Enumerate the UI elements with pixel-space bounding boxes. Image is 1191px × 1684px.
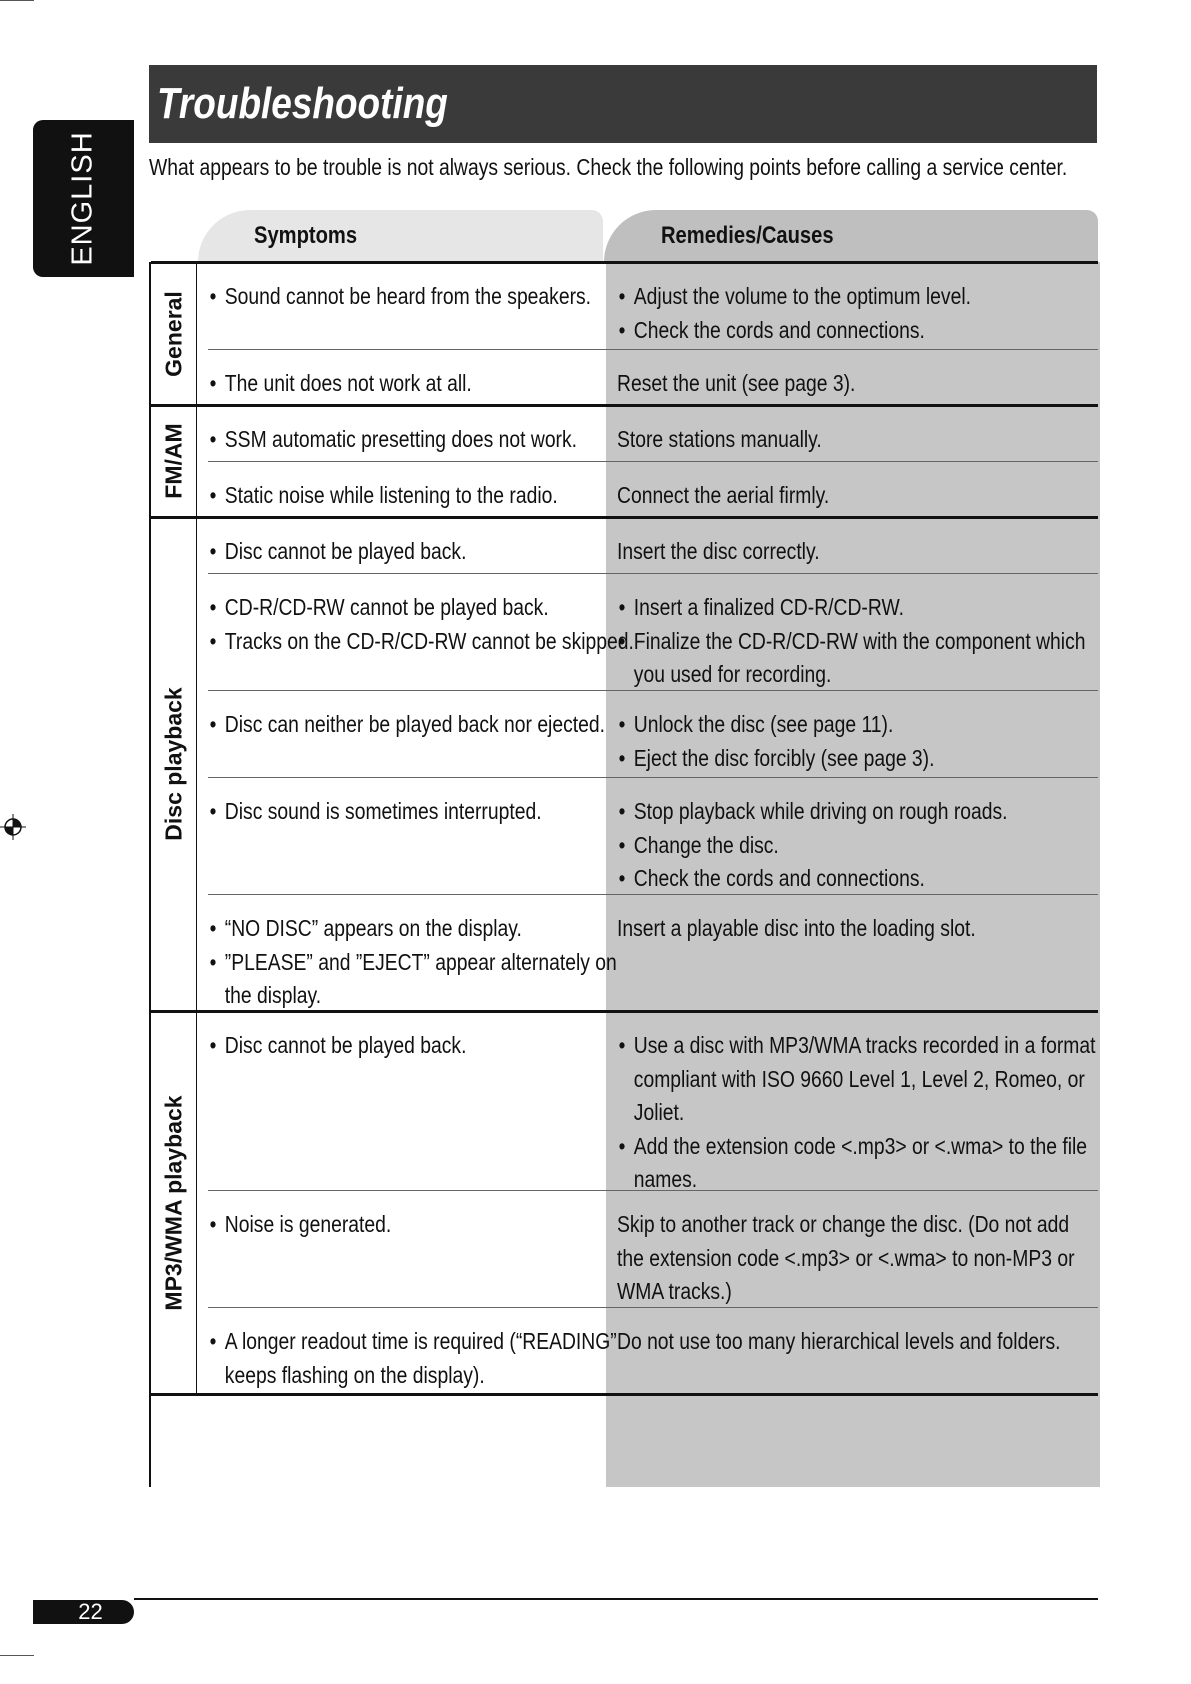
row-divider xyxy=(208,1307,1098,1308)
table-row xyxy=(208,1011,1098,1190)
group-label xyxy=(151,1011,197,1394)
remedy-text: Store stations manually. xyxy=(617,426,822,452)
symptom-list xyxy=(208,423,648,457)
row-divider xyxy=(208,1190,1098,1191)
table-row xyxy=(208,461,1098,517)
table-row xyxy=(208,1190,1098,1307)
symptom-cell xyxy=(208,423,648,457)
symptom-cell xyxy=(208,479,648,513)
symptom-item: • Disc cannot be played back. xyxy=(208,535,648,569)
remedy-list xyxy=(617,708,1098,775)
remedy-cell xyxy=(617,795,1098,896)
symptom-item: • The unit does not work at all. xyxy=(208,367,648,401)
remedy-item: • Stop playback while driving on rough roads. xyxy=(617,795,1098,829)
row-divider xyxy=(208,349,1098,350)
remedy-list xyxy=(617,591,1098,692)
symptom-list xyxy=(208,280,648,314)
symptoms-header xyxy=(198,210,603,262)
symptom-list xyxy=(208,535,648,569)
symptom-cell xyxy=(208,535,648,569)
table-row xyxy=(208,690,1098,777)
row-divider xyxy=(208,461,1098,462)
remedy-item: • Check the cords and connections. xyxy=(617,314,1098,348)
page-title: Troubleshooting xyxy=(157,79,448,128)
symptom-item: • CD-R/CD-RW cannot be played back. xyxy=(208,591,648,625)
symptom-item: • ”PLEASE” and ”EJECT” appear alternately on the display. xyxy=(208,946,648,1013)
symptom-item: • SSM automatic presetting does not work. xyxy=(208,423,648,457)
footer-rule xyxy=(134,1598,1098,1600)
remedy-list xyxy=(617,280,1098,347)
row-divider xyxy=(208,777,1098,778)
title-bar xyxy=(149,65,1097,143)
remedy-item: • Use a disc with MP3/WMA tracks recorded in a format compliant with ISO 9660 Level 1, Level 2, Romeo, or Joliet. xyxy=(617,1029,1098,1130)
symptom-cell xyxy=(208,912,648,1013)
table-row xyxy=(208,894,1098,1011)
symptom-list xyxy=(208,1208,648,1242)
symptom-cell xyxy=(208,795,648,829)
remedies-header-label: Remedies/Causes xyxy=(661,222,834,249)
remedy-item: • Change the disc. xyxy=(617,829,1098,863)
troubleshooting-table xyxy=(149,262,1098,1487)
group-general xyxy=(151,262,1098,405)
symptom-item: • A longer readout time is required (“READING” keeps flashing on the display). xyxy=(208,1325,648,1392)
symptom-item: • Disc can neither be played back nor ejected. xyxy=(208,708,648,742)
symptom-item: • “NO DISC” appears on the display. xyxy=(208,912,648,946)
symptom-cell xyxy=(208,367,648,401)
group-label xyxy=(151,262,197,405)
remedy-text: Reset the unit (see page 3). xyxy=(617,370,856,396)
remedy-text: Skip to another track or change the disc. (Do not add the extension code <.mp3> or <.wma> to non-MP3 or WMA tracks.) xyxy=(617,1211,1075,1304)
remedy-cell xyxy=(617,479,1098,513)
remedy-text: Connect the aerial firmly. xyxy=(617,482,830,508)
table-row xyxy=(208,262,1098,349)
group-label-text: General xyxy=(160,290,186,377)
symptom-item: • Sound cannot be heard from the speakers. xyxy=(208,280,648,314)
row-divider xyxy=(208,894,1098,895)
remedy-cell xyxy=(617,423,1098,457)
remedy-text: Insert the disc correctly. xyxy=(617,538,820,564)
remedy-item: • Eject the disc forcibly (see page 3). xyxy=(617,742,1098,776)
symptom-cell xyxy=(208,708,648,742)
symptom-list xyxy=(208,708,648,742)
table-row xyxy=(208,349,1098,405)
row-divider xyxy=(208,573,1098,574)
remedy-cell xyxy=(617,280,1098,347)
registration-mark-icon xyxy=(0,814,26,840)
remedy-list xyxy=(617,795,1098,896)
symptom-list xyxy=(208,795,648,829)
symptoms-header-label: Symptoms xyxy=(254,222,358,249)
remedy-item: • Adjust the volume to the optimum level. xyxy=(617,280,1098,314)
group-label-text: FM/AM xyxy=(160,423,186,499)
remedy-cell xyxy=(617,1029,1098,1197)
crop-mark-top xyxy=(0,0,34,1)
group-label-text: Disc playback xyxy=(160,687,186,841)
remedy-list xyxy=(617,1029,1098,1197)
symptom-cell xyxy=(208,280,648,314)
remedy-item: • Finalize the CD-R/CD-RW with the component which you used for recording. xyxy=(617,625,1098,692)
remedy-cell xyxy=(617,912,1098,946)
symptom-cell xyxy=(208,1029,648,1063)
remedy-item: • Unlock the disc (see page 11). xyxy=(617,708,1098,742)
table-row xyxy=(208,777,1098,894)
row-divider xyxy=(208,690,1098,691)
language-tab-label: ENGLISH xyxy=(67,131,100,266)
remedy-item: • Add the extension code <.mp3> or <.wma> to the file names. xyxy=(617,1130,1098,1197)
symptom-item: • Tracks on the CD-R/CD-RW cannot be skipped. xyxy=(208,625,648,659)
symptom-item: • Noise is generated. xyxy=(208,1208,648,1242)
table-row xyxy=(208,573,1098,690)
crop-mark-bottom xyxy=(0,1655,34,1656)
remedies-header xyxy=(604,210,1098,262)
group-label xyxy=(151,405,197,517)
group-label-text: MP3/WMA playback xyxy=(160,1094,186,1311)
symptom-list xyxy=(208,1029,648,1063)
remedy-cell xyxy=(617,367,1098,401)
symptom-item: • Disc cannot be played back. xyxy=(208,1029,648,1063)
page-number: 22 xyxy=(33,1600,134,1624)
table-row xyxy=(208,405,1098,461)
table-row xyxy=(208,517,1098,573)
table-row xyxy=(208,1307,1098,1394)
language-tab xyxy=(33,120,134,277)
symptom-list xyxy=(208,591,648,658)
remedy-cell xyxy=(617,708,1098,775)
symptom-cell xyxy=(208,591,648,658)
remedy-cell xyxy=(617,591,1098,692)
remedy-item: • Check the cords and connections. xyxy=(617,862,1098,896)
symptom-item: • Static noise while listening to the radio. xyxy=(208,479,648,513)
symptom-item: • Disc sound is sometimes interrupted. xyxy=(208,795,648,829)
symptom-list xyxy=(208,912,648,1013)
intro-text: What appears to be trouble is not always serious. Check the following points before calling a service center. xyxy=(149,154,1068,180)
remedy-cell xyxy=(617,1325,1098,1359)
remedy-text: Insert a playable disc into the loading slot. xyxy=(617,915,976,941)
symptom-cell xyxy=(208,1325,648,1392)
remedy-cell xyxy=(617,535,1098,569)
remedy-cell xyxy=(617,1208,1098,1309)
group-mp3-wma-playback xyxy=(151,1011,1098,1394)
symptom-cell xyxy=(208,1208,648,1242)
remedy-text: Do not use too many hierarchical levels and folders. xyxy=(617,1328,1061,1354)
symptom-list xyxy=(208,367,648,401)
group-divider xyxy=(151,1393,1098,1396)
symptom-list xyxy=(208,1325,648,1392)
group-label xyxy=(151,517,197,1011)
group-disc-playback xyxy=(151,517,1098,1011)
symptom-list xyxy=(208,479,648,513)
remedy-item: • Insert a finalized CD-R/CD-RW. xyxy=(617,591,1098,625)
